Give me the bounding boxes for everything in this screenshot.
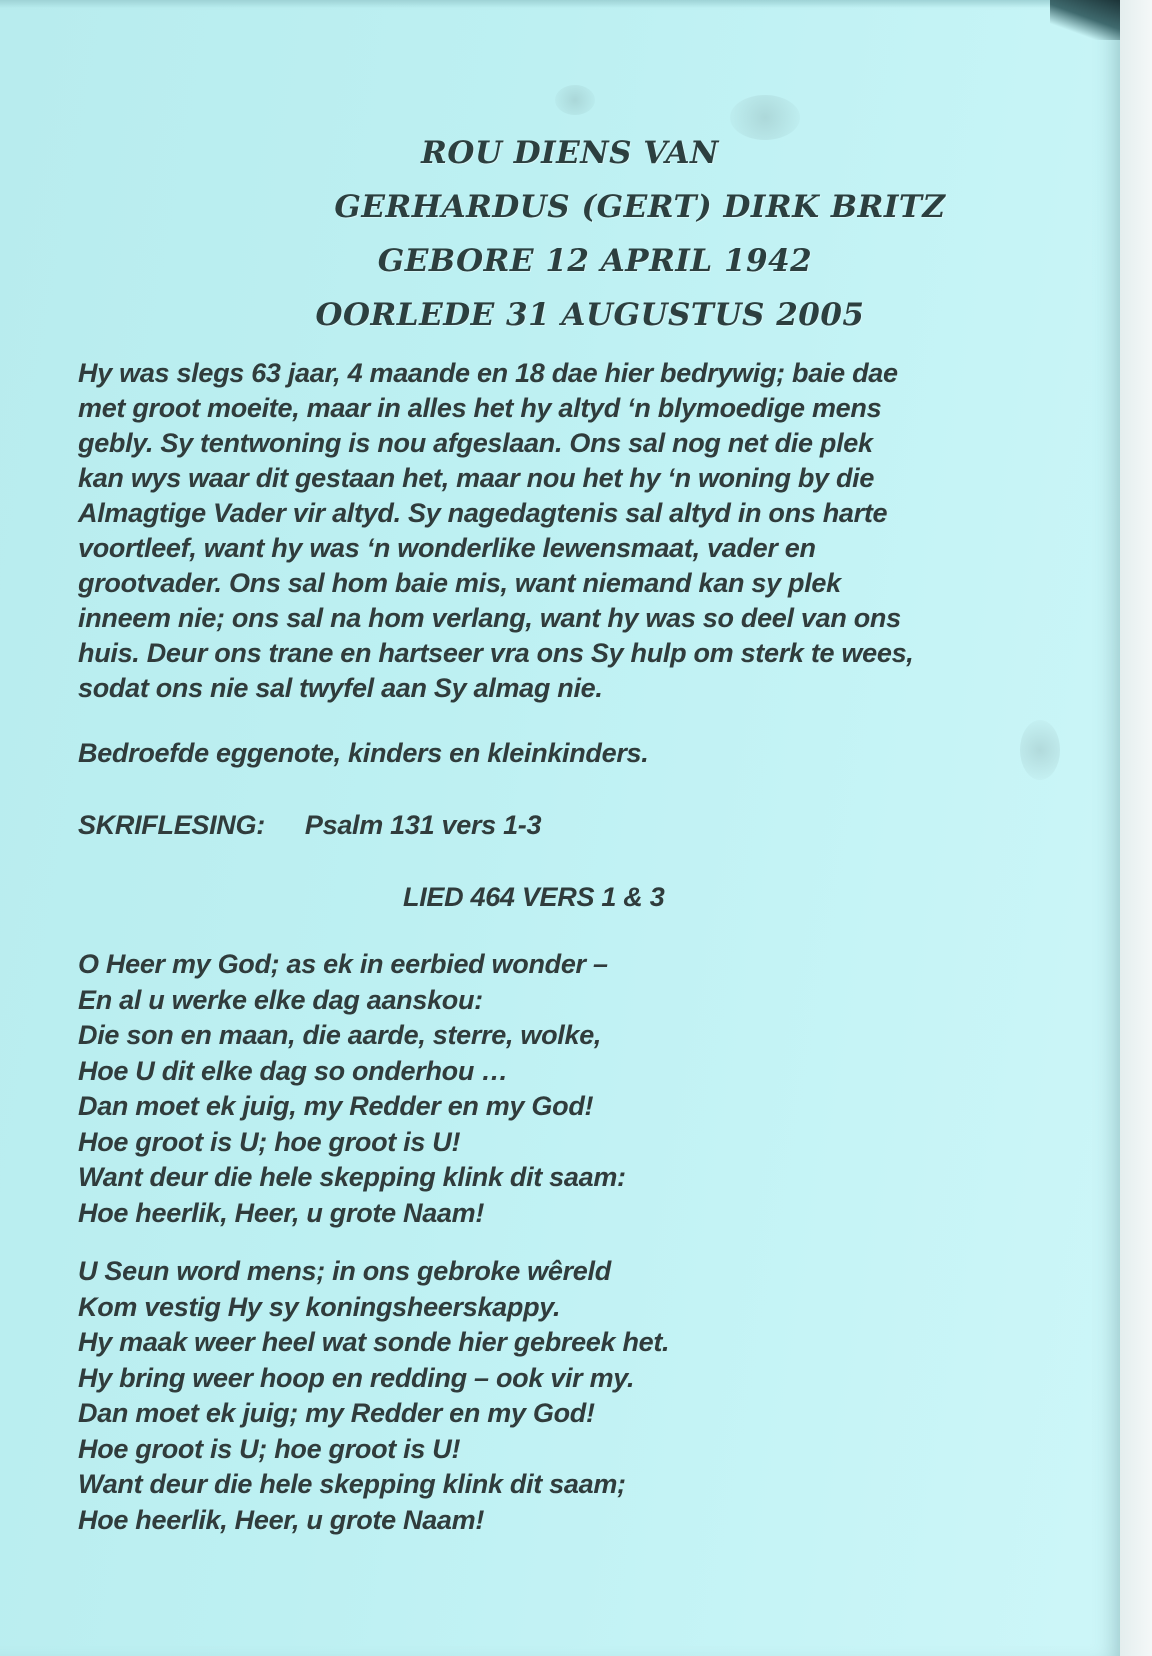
verse-line: O Heer my God; as ek in eerbied wonder – [78, 949, 608, 979]
verse-line: Hoe heerlik, Heer, u grote Naam! [78, 1504, 485, 1535]
verse-line: Kom vestig Hy sy koningsheerskappy. [78, 1291, 561, 1322]
tribute-line: Almagtige Vader vir altyd. Sy nagedagtenis sal altyd in ons harte [78, 498, 888, 528]
hymn-title: LIED 464 VERS 1 & 3 [403, 882, 665, 912]
verse-line: Want deur die hele skepping klink dit saam; [78, 1469, 626, 1499]
tribute-line: Hy was slegs 63 jaar, 4 maande en 18 dae hier bedrywig; baie dae [78, 358, 898, 388]
tribute-line: sodat ons nie sal twyfel aan Sy almag nie. [78, 673, 603, 703]
hymn-verse-3 [78, 1254, 669, 1538]
title-line-born: GEBORE 12 APRIL 1942 [377, 243, 813, 279]
tribute-line: inneem nie; ons sal na hom verlang, want hy was so deel van ons [78, 603, 901, 633]
scan-smudge [555, 85, 595, 115]
tribute-paragraph [78, 356, 1058, 706]
verse-line: Want deur die hele skepping klink dit saam: [78, 1162, 626, 1192]
tribute-signature: Bedroefde eggenote, kinders en kleinkinders. [78, 738, 649, 768]
tribute-line: kan wys waar dit gestaan het, maar nou het hy ‘n woning by die [78, 463, 875, 493]
tribute-line: gebly. Sy tentwoning is nou afgeslaan. Ons sal nog net die plek [78, 428, 873, 458]
scripture-reading [78, 808, 541, 843]
tribute-line: huis. Deur ons trane en hartseer vra ons Sy hulp om sterk te wees, [78, 638, 914, 668]
scan-edge-top [0, 0, 1120, 8]
verse-line: Dan moet ek juig, my Redder en my God! [78, 1091, 594, 1121]
verse-line: En al u werke elke dag aanskou: [78, 984, 483, 1015]
title-line-name: GERHARDUS (GERT) DIRK BRITZ [334, 189, 946, 225]
service-title [0, 126, 1120, 342]
title-line-service: ROU DIENS VAN [421, 135, 719, 171]
verse-line: Hoe heerlik, Heer, u grote Naam! [78, 1197, 485, 1228]
verse-line: Hoe U dit elke dag so onderhou … [78, 1055, 508, 1086]
tribute-line: grootvader. Ons sal hom baie mis, want niemand kan sy plek [78, 568, 841, 598]
scripture-label: SKRIFLESING: [78, 810, 265, 840]
scan-background-edge [1120, 0, 1152, 1656]
verse-line: Dan moet ek juig; my Redder en my God! [78, 1398, 595, 1428]
scan-smudge [1020, 720, 1060, 780]
scripture-reference: Psalm 131 vers 1-3 [304, 810, 542, 840]
hymn-verse-1 [78, 947, 626, 1231]
verse-line: Hoe groot is U; hoe groot is U! [78, 1433, 461, 1464]
page-corner-shadow [1050, 0, 1120, 40]
tribute-line: voortleef, want hy was ‘n wonderlike lewensmaat, vader en [78, 533, 816, 563]
verse-line: Hoe groot is U; hoe groot is U! [78, 1126, 461, 1157]
verse-line: Hy bring weer hoop en redding – ook vir my. [78, 1362, 635, 1393]
verse-line: Die son en maan, die aarde, sterre, wolke, [78, 1020, 602, 1050]
verse-line: U Seun word mens; in ons gebroke wêreld [78, 1256, 611, 1286]
verse-line: Hy maak weer heel wat sonde hier gebreek het. [78, 1327, 670, 1357]
title-line-died: OORLEDE 31 AUGUSTUS 2005 [315, 297, 865, 333]
tribute-line: met groot moeite, maar in alles het hy altyd ‘n blymoedige mens [78, 393, 882, 423]
